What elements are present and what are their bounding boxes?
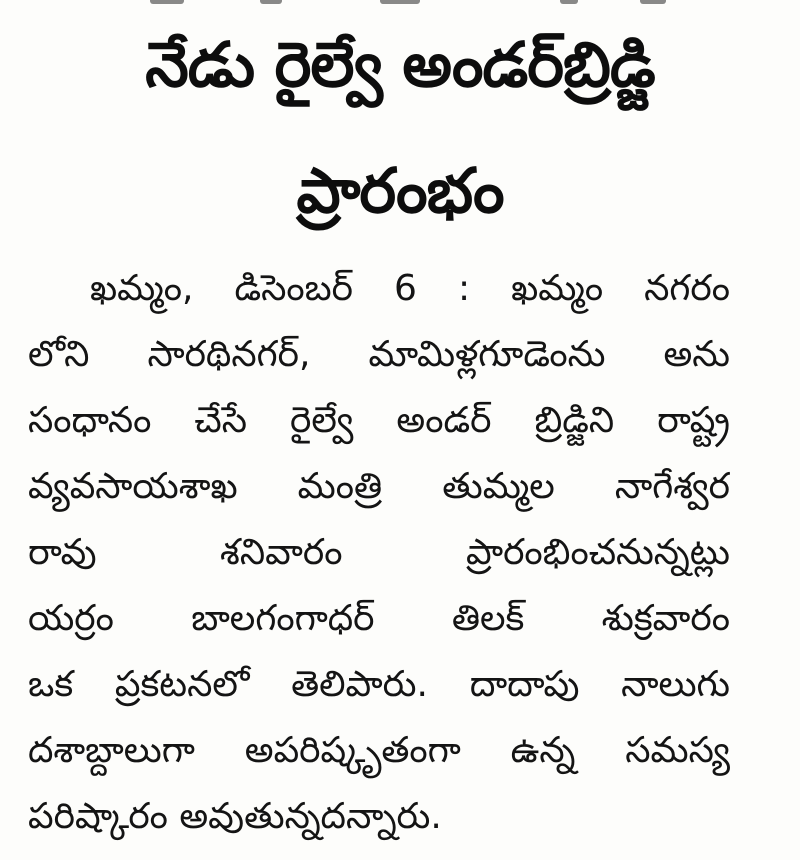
body-line-6: యర్రం బాలగంగాధర్ తిలక్ శుక్రవారం [28, 598, 730, 639]
body-line-2: లోని సారథినగర్, మామిళ్లగూడెంను అను [28, 334, 730, 375]
body-line-7: ఒక ప్రకటనలో తెలిపారు. దాదాపు నాలుగు [28, 664, 730, 705]
body-line-1: ఖమ్మం, డిసెంబర్ 6 : ఖమ్మం నగరం [90, 268, 730, 309]
headline-line-2: ప్రారంభం [296, 154, 504, 227]
body-line-4: వ్యవసాయశాఖ మంత్రి తుమ్మల నాగేశ్వర [28, 466, 730, 507]
headline-line-1: నేడు రైల్వే అండర్‌బ్రిడ్జి [145, 28, 655, 101]
body-line-8: దశాబ్దాలుగా అపరిష్కృతంగా ఉన్న సమస్య [28, 730, 730, 771]
body-line-5: రావు శనివారం ప్రారంభించనున్నట్లు [28, 532, 730, 573]
cropped-previous-text [0, 0, 800, 14]
body-line-9: పరిష్కారం అవుతున్నదన్నారు. [28, 796, 442, 837]
body-line-3: సంధానం చేసే రైల్వే అండర్ బ్రిడ్జిని రాష్ట్ర [28, 400, 730, 441]
article-body [28, 256, 730, 850]
